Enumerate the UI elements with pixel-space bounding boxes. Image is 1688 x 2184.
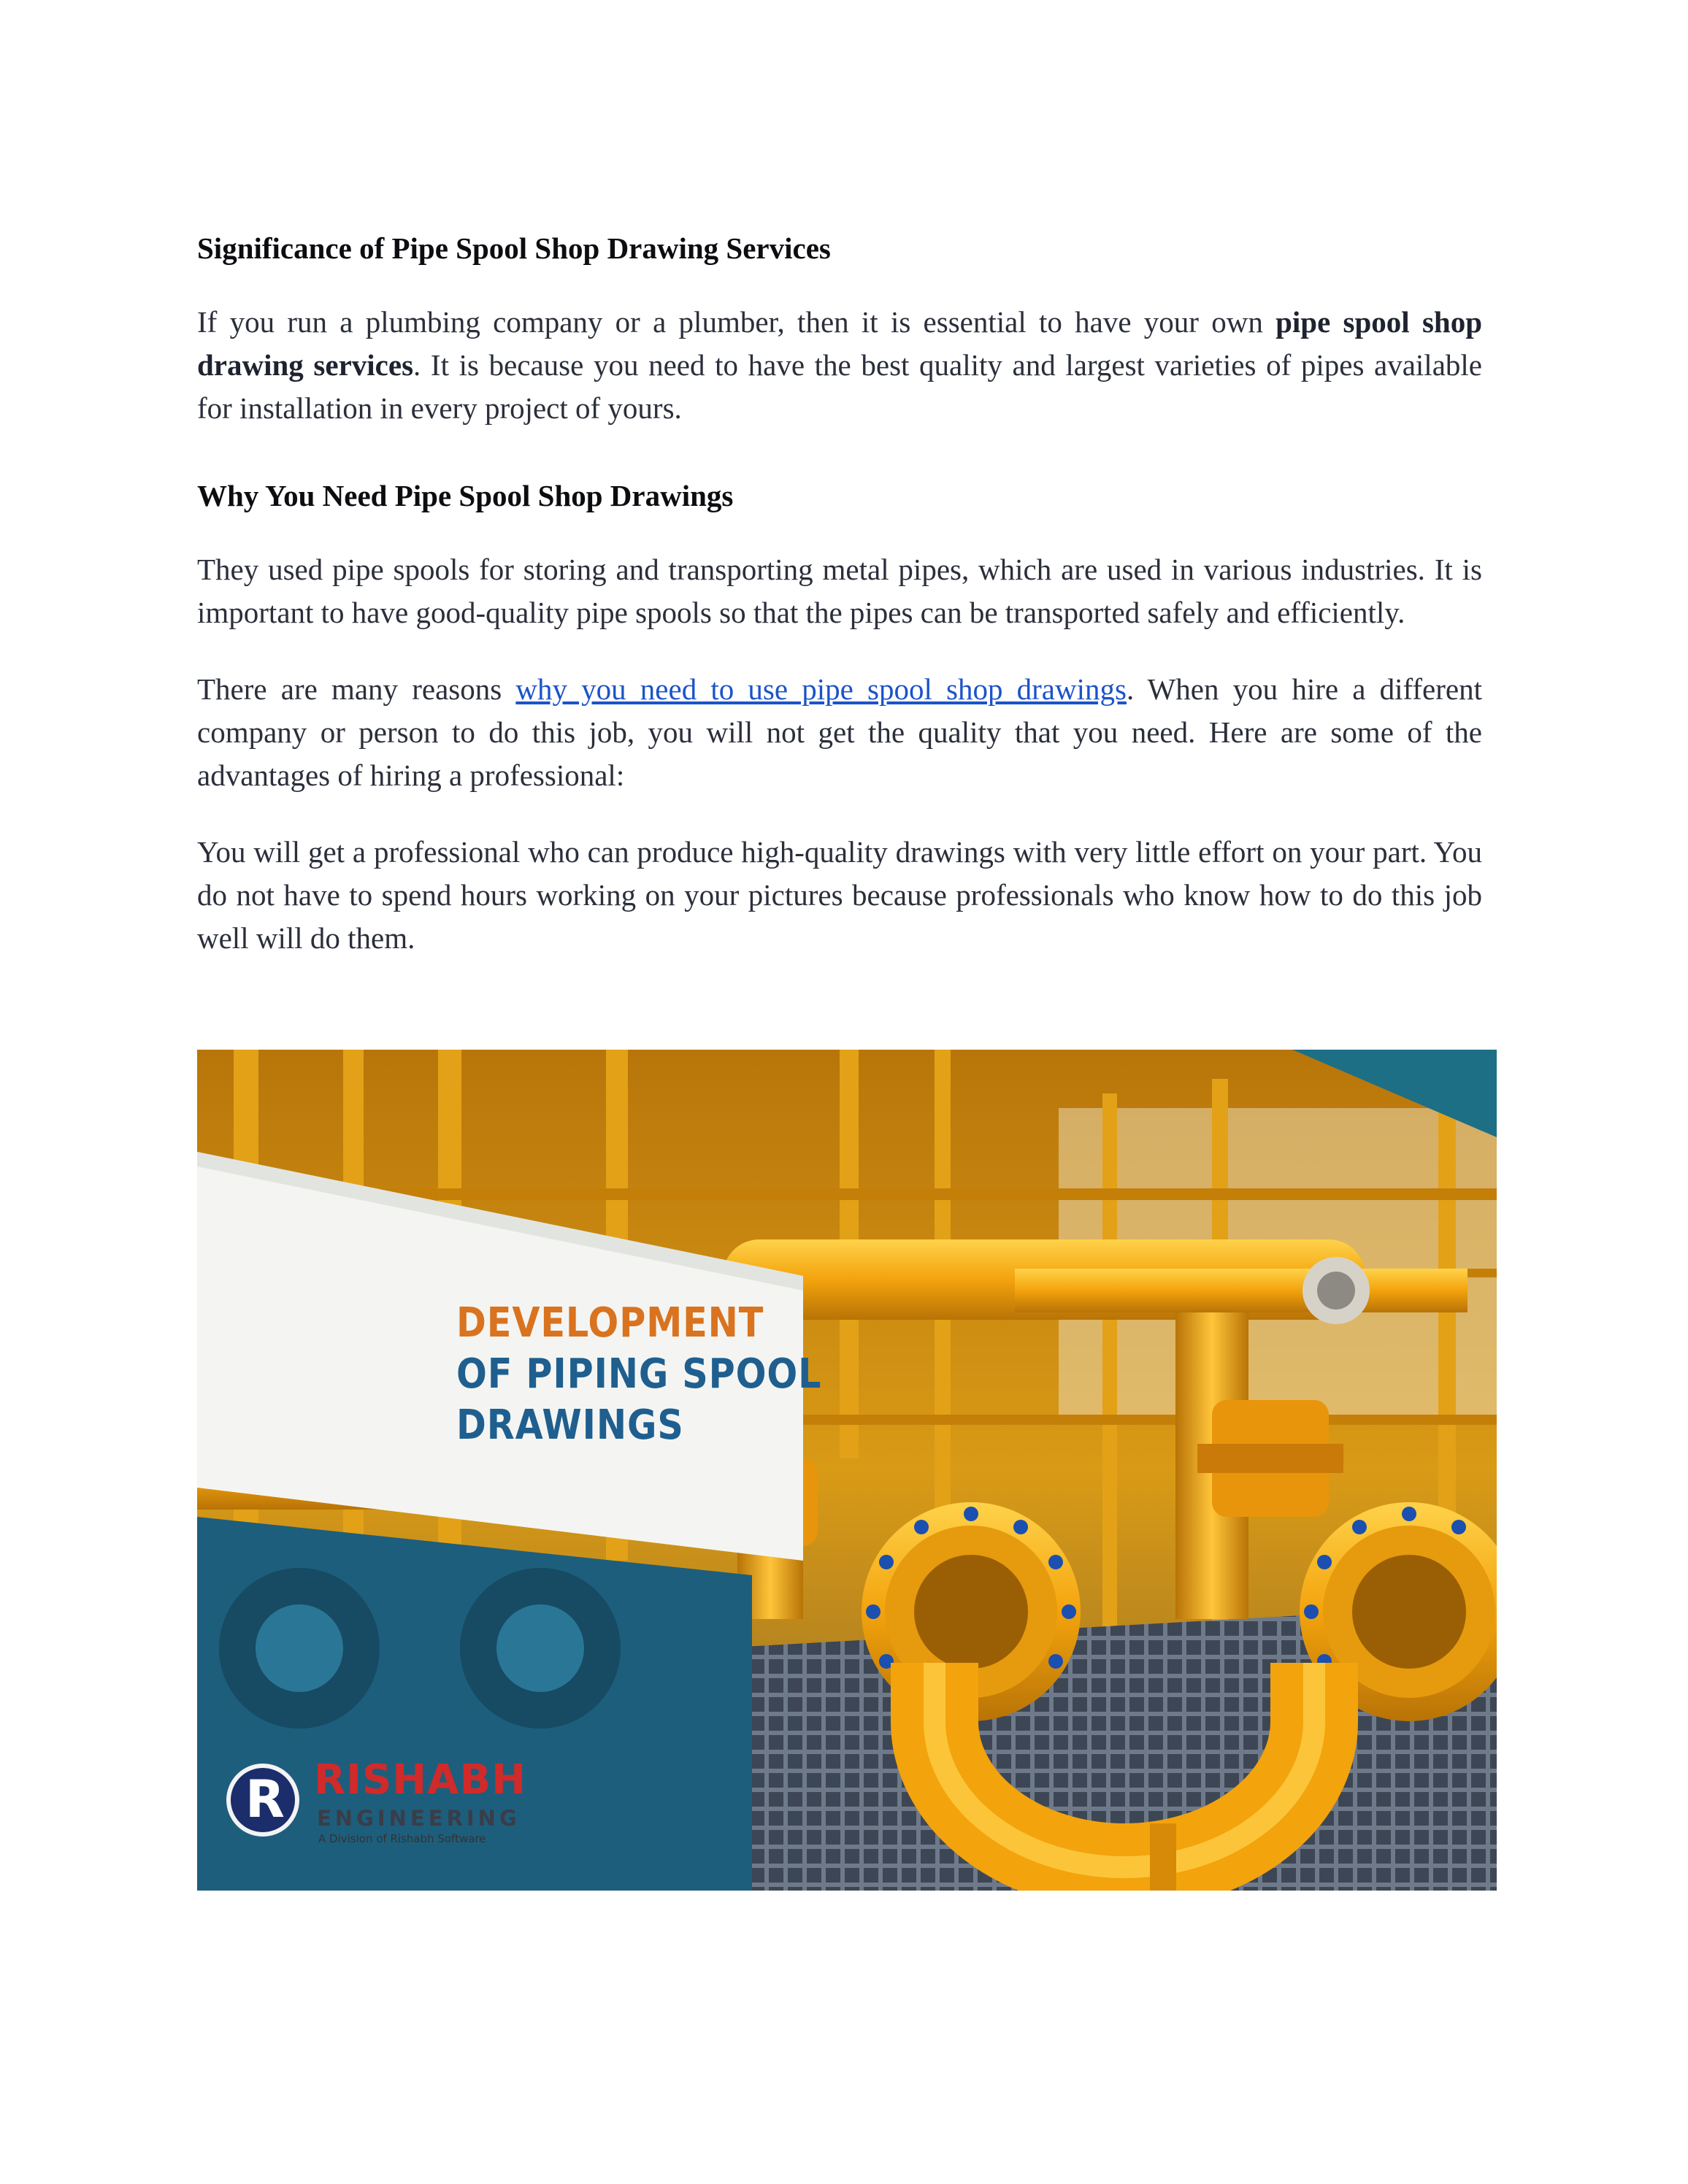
article-body — [197, 226, 1482, 960]
heading-why-need: Why You Need Pipe Spool Shop Drawings — [197, 479, 734, 512]
heading-significance: Significance of Pipe Spool Shop Drawing Services — [197, 231, 831, 265]
banner-line-piping-spool: OF PIPING SPOOL — [456, 1350, 822, 1398]
logo-subtitle: ENGINEERING — [317, 1806, 521, 1831]
piping-spool-image — [197, 1050, 1497, 1891]
paragraph-reasons: There are many reasons why you need to use pipe spool shop drawings. When you hire a different company or person to do this job, you will not get the quality that you need. Here are some of the advantages of hiring a professional: — [197, 672, 1483, 792]
paragraph-professional: You will get a professional who can produce high-quality drawings with very little effort on your part. You do not have to spend hours working on your pictures because professionals who know how to do this job well will do them. — [197, 835, 1482, 955]
banner-title — [456, 1298, 821, 1451]
banner-line-development: DEVELOPMENT — [456, 1299, 764, 1347]
logo-icon: R — [226, 1764, 299, 1837]
paragraph-intro: If you run a plumbing company or a plumber, then it is essential to have your own pipe spool shop drawing services. It is because you need to have the best quality and largest varieties of pipes available for installation in every project of yours. — [197, 305, 1483, 425]
banner-line-drawings: DRAWINGS — [456, 1401, 684, 1449]
rishabh-logo — [223, 1750, 537, 1860]
paragraph-spools: They used pipe spools for storing and transporting metal pipes, which are used in various industries. It is important to have good-quality pipe spools so that the pipes can be transported safely and efficiently. — [197, 553, 1482, 629]
bold-service-phrase: pipe spool shop drawing services — [197, 305, 1483, 382]
logo-name: RISHABH — [314, 1756, 527, 1804]
reasons-link[interactable]: why you need to use pipe spool shop drawings — [515, 672, 1127, 706]
logo-division: A Division of Rishabh Software — [318, 1832, 486, 1845]
